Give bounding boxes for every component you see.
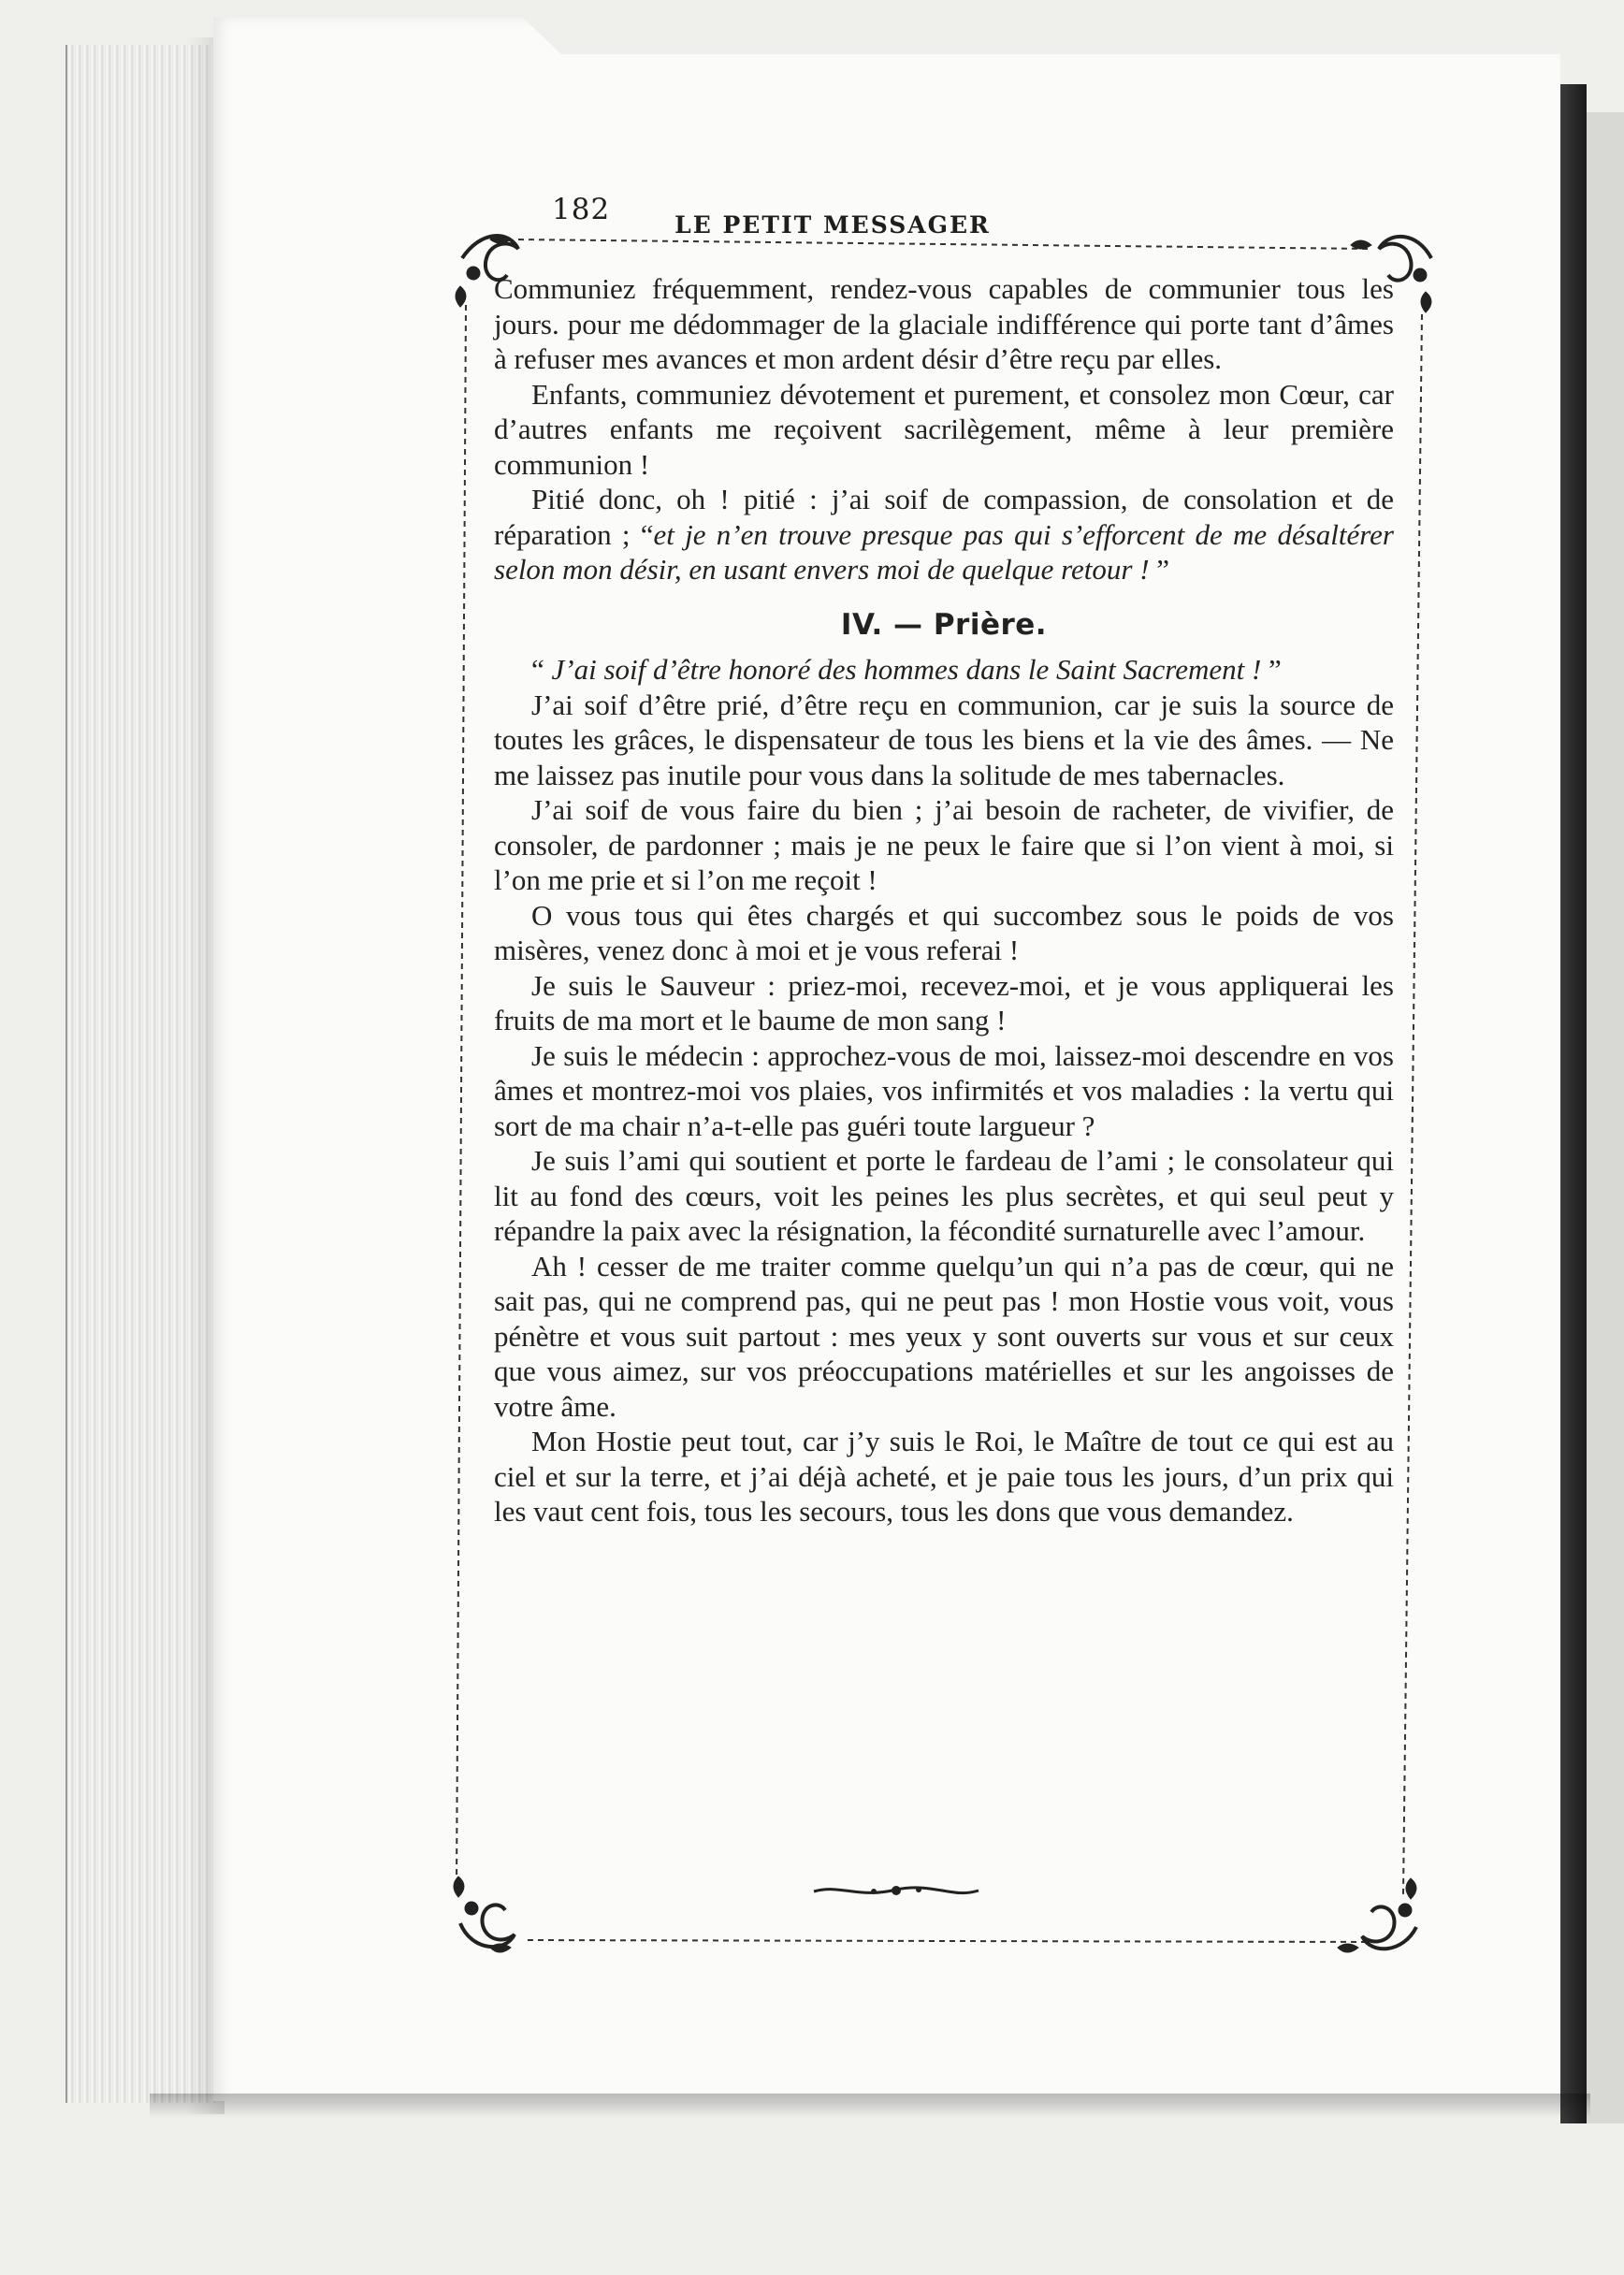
book-cover-edge <box>1560 84 1587 2123</box>
paragraph <box>494 482 1394 587</box>
paragraph: Enfants, communiez dévotement et purement, et consolez mon Cœur, car d’autres enfants me reçoivent sacrilègement, même à leur première communion ! <box>494 377 1394 481</box>
running-title: LE PETIT MESSAGER <box>674 211 991 239</box>
paragraph: Communiez fréquemment, rendez-vous capables de communier tous les jours. pour me dédommager de la glaciale indifférence qui porte tant d’âmes à refuser mes avances et mon ardent désir d’être reçu par elles. <box>494 272 1394 375</box>
paragraph: J’ai soif de vous faire du bien ; j’ai besoin de racheter, de vivifier, de consoler, de pardonner ; mais je ne peux le faire que si l’on vient à moi, si l’on me prie et si l’on me reçoit ! <box>494 793 1394 896</box>
italic-quotation: et je n’en trouve presque pas qui s’efforcent de me désaltérer selon mon désir, en usant envers moi de quelque retour ! <box>494 517 1394 586</box>
paragraph: Je suis le médecin : approchez-vous de moi, laissez-moi descendre en vos âmes et montrez-moi vos plaies, vos infirmités et vos maladies : la vertu qui sort de ma chair n’a-t-elle pas guéri toute largueur ? <box>494 1038 1394 1142</box>
quote-close-mark: ” <box>1149 553 1170 586</box>
background-strip <box>1587 112 1624 2123</box>
italic-quotation: J’ai soif d’être honoré des hommes dans le Saint Sacrement ! <box>551 653 1262 686</box>
paragraph-text: Pitié donc, oh ! pitié : j’ai soif de compassion, de consolation et de réparation ; “ <box>494 483 1394 551</box>
section-heading: IV. — Prière. <box>840 607 1048 642</box>
paragraph: J’ai soif d’être prié, d’être reçu en communion, car je suis la source de toutes les grâces, le dispensateur de tous les biens et la vie des âmes. — Ne me laissez pas inutile pour vous dans la solitude de mes tabernacles. <box>494 688 1394 791</box>
quote-open-mark: “ <box>531 653 552 686</box>
page-text <box>494 271 1394 1529</box>
paragraph: O vous tous qui êtes chargés et qui succombez sous le poids de vos misères, venez donc à moi et je vous referai ! <box>494 898 1394 966</box>
paragraph: Je suis l’ami qui soutient et porte le fardeau de l’ami ; le consolateur qui lit au fond des cœurs, voit les peines les plus secrètes, et qui seul peut y répandre la paix avec la résignation, la fécondité surnaturelle avec l’amour. <box>494 1144 1394 1247</box>
running-head <box>552 193 1132 243</box>
quote-close-mark: ” <box>1261 653 1282 686</box>
page-number: 182 <box>552 193 611 226</box>
page-bottom-shadow <box>150 2094 1590 2118</box>
paragraph: Je suis le Sauveur : priez-moi, recevez-moi, et je vous appliquerai les fruits de ma mort et le baume de mon sang ! <box>494 968 1394 1036</box>
tail-piece-ornament-icon <box>812 1880 980 1901</box>
paragraph: Mon Hostie peut tout, car j’y suis le Roi, le Maître de tout ce qui est au ciel et sur la terre, et j’ai déjà acheté, et je paie tous les jours, d’un prix qui les vaut cent fois, tous les secours, tous les dons que vous demandez. <box>494 1425 1394 1528</box>
epigraph-quote <box>494 652 1394 688</box>
paragraph: Ah ! cesser de me traiter comme quelqu’un qui n’a pas de cœur, qui ne sait pas, qui ne comprend pas, qui ne peut pas ! mon Hostie vous voit, vous pénètre et vous suit partout : mes yeux y sont ouverts sur vous et sur ceux que vous aimez, sur vos préoccupations matérielles et sur les angoisses de votre âme. <box>494 1249 1394 1423</box>
